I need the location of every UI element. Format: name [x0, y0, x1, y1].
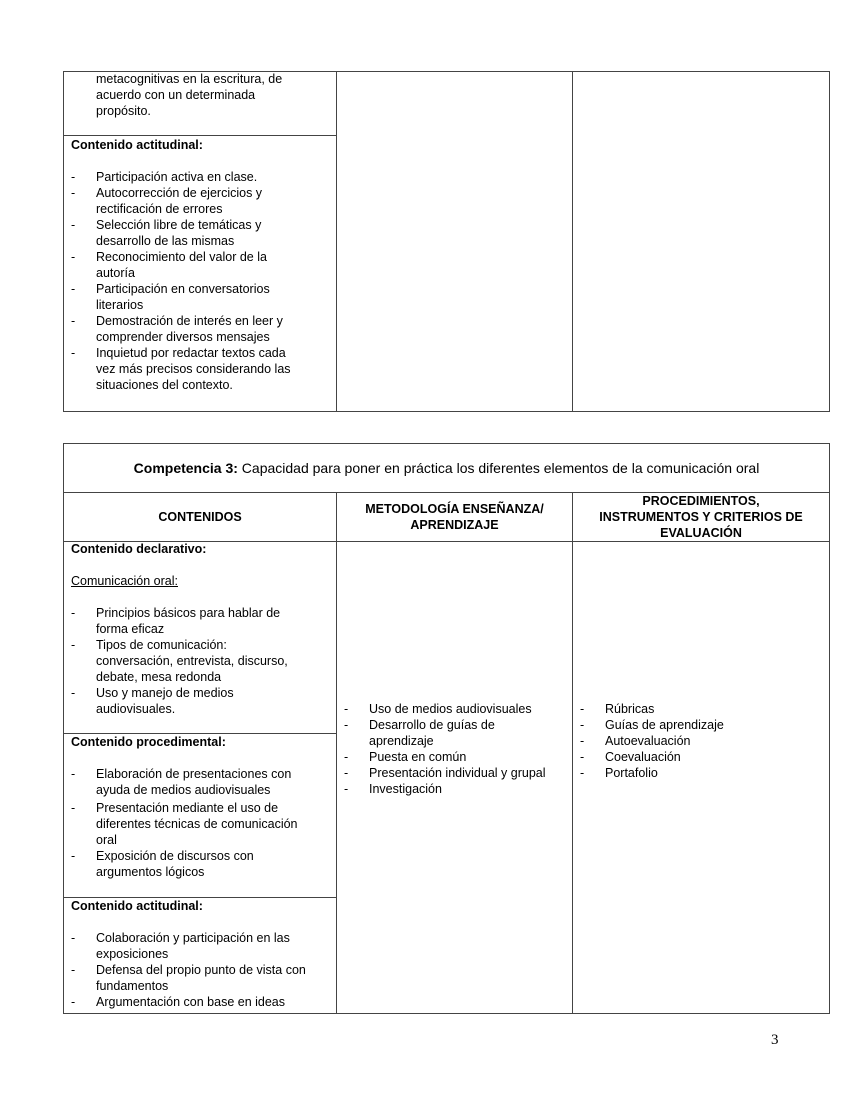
list-item: - Coevaluación — [580, 749, 825, 765]
list-item: - Uso y manejo de medios audiovisuales. — [71, 685, 334, 717]
metodologia-cell — [344, 701, 572, 797]
list-item: - Autocorrección de ejercicios y rectificación de errores — [71, 185, 334, 217]
list-item: - Desarrollo de guías de aprendizaje — [344, 717, 572, 749]
list-item: - Presentación individual y grupal — [344, 765, 572, 781]
page-number: 3 — [771, 1032, 779, 1048]
declarativo-cell — [71, 541, 334, 717]
list-item: - Rúbricas — [580, 701, 825, 717]
list-item: - Demostración de interés en leer y comprender diversos mensajes — [71, 313, 334, 345]
procedimental-cell — [71, 734, 334, 880]
header-metodologia: METODOLOGÍA ENSEÑANZA/ APRENDIZAJE — [365, 502, 544, 532]
list-item: - Inquietud por redactar textos cada vez más precisos considerando las situaciones del contexto. — [71, 345, 334, 393]
list-item: - Colaboración y participación en las exposiciones — [71, 930, 334, 962]
competencia-text: Capacidad para poner en práctica los diferentes elementos de la comunicación oral — [241, 460, 760, 476]
procedimental-list — [71, 766, 334, 880]
actitudinal-list-2 — [71, 930, 334, 1010]
list-item: - Reconocimiento del valor de la autoría — [71, 249, 334, 281]
header-procedimientos: PROCEDIMIENTOS, INSTRUMENTOS Y CRITERIOS DE EVALUACIÓN — [599, 494, 803, 540]
list-item: - Portafolio — [580, 765, 825, 781]
list-item: - Defensa del propio punto de vista con fundamentos — [71, 962, 334, 994]
competencia-label: Competencia 3: — [133, 460, 238, 476]
list-item: - Investigación — [344, 781, 572, 797]
actitudinal-heading-2: Contenido actitudinal: — [71, 899, 203, 913]
list-item: - Autoevaluación — [580, 733, 825, 749]
list-item: - Guías de aprendizaje — [580, 717, 825, 733]
declarativo-subheading: Comunicación oral: — [71, 574, 178, 588]
list-item: - Presentación mediante el uso de diferentes técnicas de comunicación oral — [71, 800, 334, 848]
list-item: - Puesta en común — [344, 749, 572, 765]
actitudinal-cell-2 — [71, 898, 334, 1010]
table1-actitudinal-cell — [71, 137, 334, 393]
list-item: - Participación en conversatorios literarios — [71, 281, 334, 313]
evaluacion-cell — [580, 701, 825, 781]
evaluacion-list — [580, 701, 825, 781]
declarativo-heading: Contenido declarativo: — [71, 542, 207, 556]
declarativo-list — [71, 605, 334, 717]
list-item: - Selección libre de temáticas y desarrollo de las mismas — [71, 217, 334, 249]
list-item: - Tipos de comunicación: conversación, entrevista, discurso, debate, mesa redonda — [71, 637, 334, 685]
list-item: - Principios básicos para hablar de forma eficaz — [71, 605, 334, 637]
list-item: - Uso de medios audiovisuales — [344, 701, 572, 717]
list-item: - Elaboración de presentaciones con ayuda de medios audiovisuales — [71, 766, 334, 798]
header-contenidos: CONTENIDOS — [158, 510, 242, 524]
procedimental-heading: Contenido procedimental: — [71, 735, 226, 749]
competencia-title — [64, 444, 829, 492]
metodologia-list — [344, 701, 572, 797]
actitudinal-list — [71, 169, 334, 393]
actitudinal-heading: Contenido actitudinal: — [71, 138, 203, 152]
table1-col1-top-text: metacognitivas en la escritura, de acuerdo con un determinada propósito. — [96, 72, 283, 118]
list-item: - Argumentación con base en ideas — [71, 994, 334, 1010]
list-item: - Participación activa en clase. — [71, 169, 334, 185]
list-item: - Exposición de discursos con argumentos lógicos — [71, 848, 334, 880]
